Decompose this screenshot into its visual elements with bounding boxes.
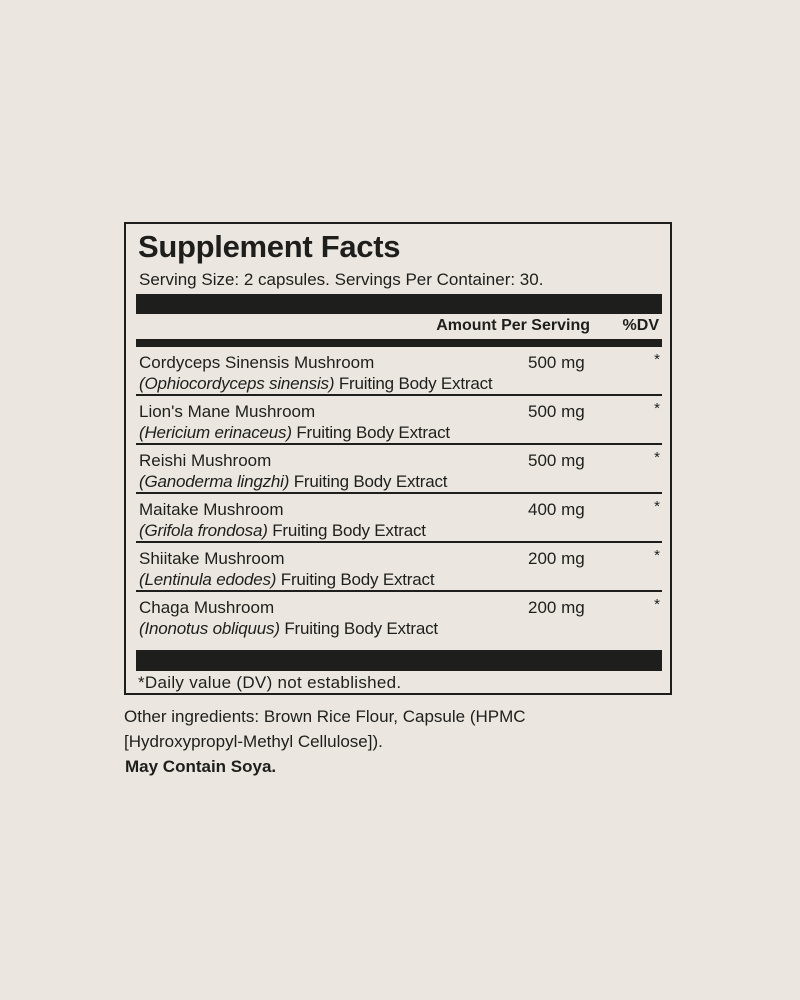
ingredient-dv: * xyxy=(654,449,660,466)
ingredient-amount: 500 mg xyxy=(528,451,585,470)
ingredient-description xyxy=(139,570,434,590)
ingredient-name: Chaga Mushroom xyxy=(139,598,275,617)
ingredient-row xyxy=(136,445,662,494)
ingredient-amount: 500 mg xyxy=(528,353,585,372)
ingredient-extract: Fruiting Body Extract xyxy=(289,472,448,491)
ingredient-description xyxy=(139,472,447,492)
divider-thick-top xyxy=(136,294,662,314)
ingredient-latin-name: (Hericium erinaceus) xyxy=(139,423,292,442)
ingredient-extract: Fruiting Body Extract xyxy=(267,521,426,540)
ingredient-extract: Fruiting Body Extract xyxy=(291,423,450,442)
divider-thick-bottom xyxy=(136,650,662,671)
serving-info: Serving Size: 2 capsules. Servings Per Container: 30. xyxy=(139,270,544,289)
ingredient-description xyxy=(139,423,450,443)
ingredient-latin-name: (Ganoderma lingzhi) xyxy=(139,472,290,491)
ingredient-name: Maitake Mushroom xyxy=(139,500,284,519)
column-header-dv: %DV xyxy=(622,317,659,334)
ingredient-dv: * xyxy=(654,351,660,368)
dv-footnote: *Daily value (DV) not established. xyxy=(138,673,402,692)
allergen-warning: May Contain Soya. xyxy=(125,757,277,776)
other-ingredients: Other ingredients: Brown Rice Flour, Capsule (HPMC [Hydroxypropyl-Methyl Cellulose]). xyxy=(124,707,526,751)
ingredient-latin-name: (Ophiocordyceps sinensis) xyxy=(139,374,335,393)
panel-title: Supplement Facts xyxy=(138,229,401,264)
ingredient-row xyxy=(136,396,662,445)
ingredient-dv: * xyxy=(654,400,660,417)
ingredient-extract: Fruiting Body Extract xyxy=(279,619,438,638)
ingredient-name: Cordyceps Sinensis Mushroom xyxy=(139,353,375,372)
divider-thin xyxy=(136,339,662,347)
ingredient-list xyxy=(136,347,662,641)
ingredient-latin-name: (Lentinula edodes) xyxy=(139,570,277,589)
ingredient-row xyxy=(136,543,662,592)
ingredient-row xyxy=(136,592,662,641)
ingredient-extract: Fruiting Body Extract xyxy=(276,570,435,589)
ingredient-amount: 400 mg xyxy=(528,500,585,519)
column-header-amount: Amount Per Serving xyxy=(436,317,590,334)
ingredient-row xyxy=(136,347,662,396)
ingredient-latin-name: (Inonotus obliquus) xyxy=(139,619,280,638)
ingredient-extract: Fruiting Body Extract xyxy=(334,374,493,393)
ingredient-description xyxy=(139,374,492,394)
ingredient-row xyxy=(136,494,662,543)
ingredient-latin-name: (Grifola frondosa) xyxy=(139,521,268,540)
ingredient-amount: 500 mg xyxy=(528,402,585,421)
ingredient-description xyxy=(139,619,438,639)
ingredient-dv: * xyxy=(654,547,660,564)
ingredient-name: Shiitake Mushroom xyxy=(139,549,285,568)
ingredient-name: Lion's Mane Mushroom xyxy=(139,402,316,421)
ingredient-description xyxy=(139,521,426,541)
ingredient-dv: * xyxy=(654,596,660,613)
ingredient-amount: 200 mg xyxy=(528,598,585,617)
supplement-facts-panel xyxy=(124,222,672,695)
ingredient-dv: * xyxy=(654,498,660,515)
ingredient-amount: 200 mg xyxy=(528,549,585,568)
ingredient-name: Reishi Mushroom xyxy=(139,451,272,470)
